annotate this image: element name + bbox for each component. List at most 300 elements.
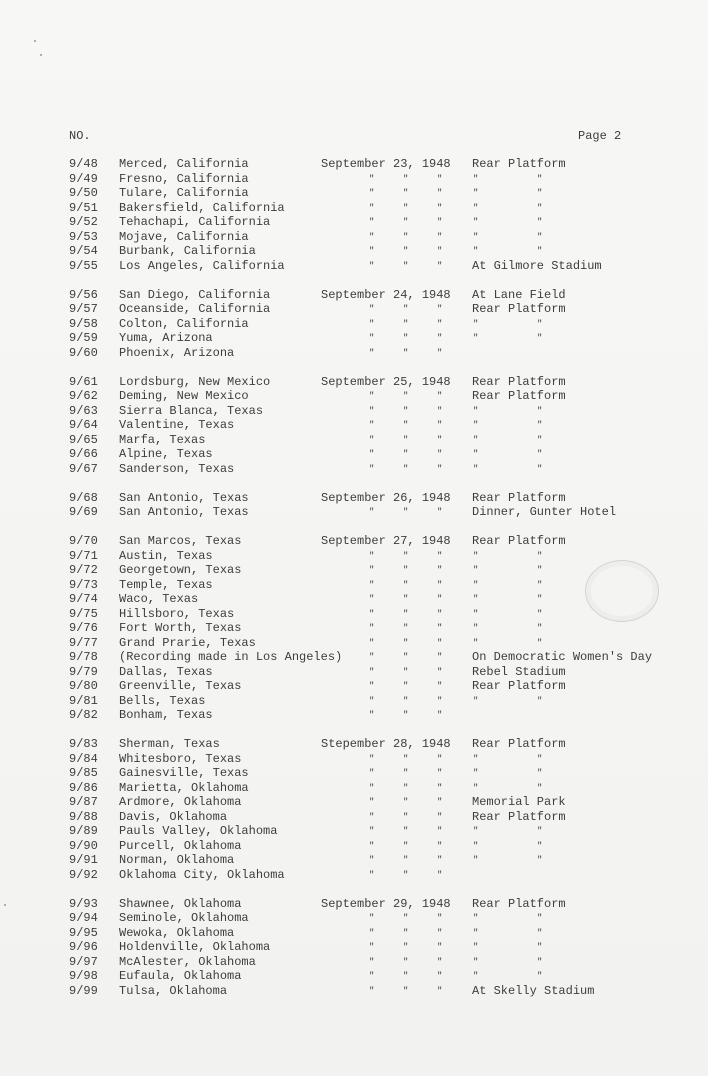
- page-number: Page 2: [578, 129, 622, 143]
- date-ditto-mark: ": [369, 782, 375, 793]
- stop-location: Eufaula, Oklahoma: [119, 969, 242, 983]
- note-ditto-mark: ": [537, 782, 543, 793]
- stop-number: 9/51: [69, 200, 98, 215]
- note-ditto-mark: ": [473, 594, 479, 604]
- paper-speck: [40, 54, 42, 56]
- date-ditto-mark: ": [437, 913, 443, 923]
- stop-number: 9/67: [69, 461, 98, 476]
- note-ditto-mark: ": [537, 753, 543, 764]
- itinerary-row: [0, 534, 708, 549]
- stop-location: Oklahoma City, Oklahoma: [119, 867, 285, 882]
- note-ditto-mark: ": [473, 826, 479, 836]
- date-ditto-mark: ": [369, 173, 375, 184]
- stop-location: Marietta, Oklahoma: [119, 780, 249, 795]
- date-ditto-mark: ": [403, 797, 409, 807]
- stop-event: Rear Platform: [472, 737, 566, 751]
- stop-location: Yuma, Arizona: [119, 331, 213, 345]
- date-ditto-mark: ": [403, 782, 409, 793]
- stop-location: Tehachapi, California: [119, 215, 271, 229]
- date-ditto-mark: ": [403, 652, 409, 662]
- stop-location: Sanderson, Texas: [119, 461, 235, 476]
- itinerary-row: [0, 331, 708, 346]
- stop-number: 9/99: [69, 983, 98, 998]
- note-ditto-mark: ": [473, 565, 479, 575]
- date-ditto-mark: ": [369, 811, 375, 822]
- date-ditto-mark: ": [403, 942, 409, 952]
- stop-number: 9/69: [69, 505, 98, 519]
- itinerary-row: [0, 259, 708, 274]
- note-ditto-mark: ": [473, 753, 479, 764]
- itinerary-row: [0, 853, 708, 868]
- itinerary-row: [0, 302, 708, 317]
- stop-number: 9/63: [69, 403, 98, 418]
- stop-location: Lordsburg, New Mexico: [119, 374, 271, 389]
- stop-number: 9/90: [69, 838, 98, 853]
- group-spacer: [0, 520, 708, 535]
- note-ditto-mark: ": [537, 768, 543, 778]
- date-ditto-mark: ": [403, 260, 409, 271]
- stop-event: Rear Platform: [472, 302, 566, 316]
- stop-event: Rear Platform: [472, 679, 566, 693]
- date-ditto-mark: ": [403, 507, 409, 517]
- itinerary-row: [0, 824, 708, 839]
- group-spacer: [0, 273, 708, 288]
- date-ditto-mark: ": [403, 695, 409, 706]
- itinerary-row: [0, 984, 708, 999]
- date-ditto-mark: ": [369, 971, 375, 981]
- note-ditto-mark: ": [537, 318, 543, 329]
- date-ditto-mark: ": [437, 391, 443, 401]
- stop-number: 9/92: [69, 867, 98, 882]
- stop-date: September 29, 1948: [321, 896, 451, 911]
- date-ditto-mark: ": [437, 318, 443, 329]
- note-ditto-mark: ": [537, 623, 543, 633]
- date-ditto-mark: ": [403, 753, 409, 764]
- stop-number: 9/58: [69, 316, 98, 331]
- stop-location: Shawnee, Oklahoma: [119, 896, 242, 911]
- itinerary-row: [0, 404, 708, 419]
- date-ditto-mark: ": [369, 869, 375, 880]
- date-ditto-mark: ": [369, 434, 375, 445]
- stop-event: At Skelly Stadium: [472, 983, 595, 998]
- paper-speck: [4, 904, 6, 906]
- note-ditto-mark: ": [537, 405, 543, 416]
- date-ditto-mark: ": [403, 811, 409, 822]
- date-ditto-mark: ": [403, 927, 409, 938]
- note-ditto-mark: ": [537, 231, 543, 242]
- stop-date: September 27, 1948: [321, 534, 451, 548]
- note-ditto-mark: ": [537, 565, 543, 575]
- note-ditto-mark: ": [473, 217, 479, 227]
- stop-location: Marfa, Texas: [119, 432, 206, 447]
- itinerary-row: [0, 969, 708, 984]
- stop-location: Gainesville, Texas: [119, 766, 249, 780]
- date-ditto-mark: ": [437, 753, 443, 764]
- stop-number: 9/84: [69, 751, 98, 766]
- stop-location: Bonham, Texas: [119, 708, 213, 722]
- date-ditto-mark: ": [369, 666, 375, 677]
- date-ditto-mark: ": [403, 971, 409, 981]
- date-ditto-mark: ": [437, 623, 443, 633]
- stop-number: 9/72: [69, 563, 98, 577]
- date-ditto-mark: ": [403, 434, 409, 445]
- itinerary-row: [0, 215, 708, 230]
- note-ditto-mark: ": [473, 173, 479, 184]
- itinerary-row: [0, 549, 708, 564]
- date-ditto-mark: ": [369, 681, 375, 691]
- stop-location: San Diego, California: [119, 287, 271, 302]
- date-ditto-mark: ": [403, 449, 409, 459]
- stop-number: 9/61: [69, 374, 98, 389]
- itinerary-row: [0, 752, 708, 767]
- note-ditto-mark: ": [473, 942, 479, 952]
- note-ditto-mark: ": [537, 855, 543, 865]
- date-ditto-mark: ": [437, 956, 443, 967]
- itinerary-row: [0, 694, 708, 709]
- note-ditto-mark: ": [473, 231, 479, 242]
- date-ditto-mark: ": [437, 652, 443, 662]
- note-ditto-mark: ": [473, 449, 479, 459]
- date-ditto-mark: ": [369, 913, 375, 923]
- number-column-header: NO.: [69, 129, 91, 143]
- date-ditto-mark: ": [403, 173, 409, 184]
- stop-event: Rear Platform: [472, 534, 566, 548]
- note-ditto-mark: ": [473, 579, 479, 590]
- itinerary-row: [0, 665, 708, 680]
- itinerary-row: [0, 679, 708, 694]
- stop-location: San Antonio, Texas: [119, 490, 249, 505]
- date-ditto-mark: ": [369, 652, 375, 662]
- note-ditto-mark: ": [473, 246, 479, 256]
- stop-location: Davis, Oklahoma: [119, 809, 228, 824]
- date-ditto-mark: ": [403, 855, 409, 865]
- stop-number: 9/71: [69, 548, 98, 563]
- date-ditto-mark: ": [437, 855, 443, 865]
- stop-number: 9/86: [69, 780, 98, 795]
- date-ditto-mark: ": [437, 869, 443, 880]
- stop-event: At Lane Field: [472, 287, 566, 302]
- date-ditto-mark: ": [437, 594, 443, 604]
- note-ditto-mark: ": [473, 855, 479, 865]
- note-ditto-mark: ": [537, 971, 543, 981]
- stop-location: Pauls Valley, Oklahoma: [119, 824, 278, 838]
- date-ditto-mark: ": [369, 797, 375, 807]
- date-ditto-mark: ": [369, 420, 375, 430]
- itinerary-row: [0, 491, 708, 506]
- date-ditto-mark: ": [369, 188, 375, 198]
- note-ditto-mark: ": [537, 217, 543, 227]
- stop-number: 9/85: [69, 766, 98, 780]
- itinerary-row: [0, 708, 708, 723]
- stop-number: 9/56: [69, 287, 98, 302]
- stop-location: Wewoka, Oklahoma: [119, 925, 235, 940]
- date-ditto-mark: ": [369, 304, 375, 314]
- stop-number: 9/74: [69, 592, 98, 606]
- stop-number: 9/54: [69, 244, 98, 258]
- stop-number: 9/83: [69, 737, 98, 751]
- date-ditto-mark: ": [437, 942, 443, 952]
- stop-number: 9/97: [69, 954, 98, 969]
- stop-location: Deming, New Mexico: [119, 389, 249, 403]
- stop-number: 9/91: [69, 853, 98, 867]
- date-ditto-mark: ": [403, 202, 409, 213]
- note-ditto-mark: ": [537, 594, 543, 604]
- date-ditto-mark: ": [437, 333, 443, 343]
- date-ditto-mark: ": [369, 507, 375, 517]
- stop-number: 9/87: [69, 795, 98, 809]
- stop-location: Burbank, California: [119, 244, 256, 258]
- note-ditto-mark: ": [473, 768, 479, 778]
- date-ditto-mark: ": [403, 710, 409, 720]
- stop-number: 9/64: [69, 418, 98, 432]
- itinerary-row: [0, 795, 708, 810]
- stop-event: Rear Platform: [472, 490, 566, 505]
- date-ditto-mark: ": [369, 695, 375, 706]
- stop-location: Colton, California: [119, 316, 249, 331]
- note-ditto-mark: ": [537, 927, 543, 938]
- itinerary-row: [0, 839, 708, 854]
- stop-location: Phoenix, Arizona: [119, 345, 235, 360]
- itinerary-row: [0, 389, 708, 404]
- date-ditto-mark: ": [403, 463, 409, 474]
- date-ditto-mark: ": [369, 318, 375, 329]
- date-ditto-mark: ": [369, 768, 375, 778]
- date-ditto-mark: ": [369, 231, 375, 242]
- itinerary-row: [0, 433, 708, 448]
- itinerary-row: [0, 317, 708, 332]
- stop-location: Los Angeles, California: [119, 258, 285, 273]
- date-ditto-mark: ": [403, 333, 409, 343]
- stop-event: Rear Platform: [472, 896, 566, 911]
- note-ditto-mark: ": [537, 826, 543, 836]
- stop-location: San Antonio, Texas: [119, 505, 249, 519]
- note-ditto-mark: ": [473, 550, 479, 561]
- stop-number: 9/98: [69, 969, 98, 983]
- note-ditto-mark: ": [537, 942, 543, 952]
- date-ditto-mark: ": [437, 507, 443, 517]
- stop-number: 9/82: [69, 708, 98, 722]
- stop-date: September 24, 1948: [321, 287, 451, 302]
- note-ditto-mark: ": [537, 420, 543, 430]
- note-ditto-mark: ": [473, 637, 479, 648]
- note-ditto-mark: ": [537, 463, 543, 474]
- group-spacer: [0, 360, 708, 375]
- date-ditto-mark: ": [437, 710, 443, 720]
- date-ditto-mark: ": [437, 565, 443, 575]
- date-ditto-mark: ": [437, 405, 443, 416]
- group-spacer: [0, 882, 708, 897]
- stop-number: 9/88: [69, 809, 98, 824]
- itinerary-row: [0, 447, 708, 462]
- date-ditto-mark: ": [369, 927, 375, 938]
- stop-location: Seminole, Oklahoma: [119, 911, 249, 925]
- date-ditto-mark: ": [437, 768, 443, 778]
- stop-number: 9/81: [69, 693, 98, 708]
- date-ditto-mark: ": [437, 550, 443, 561]
- stop-location: Holdenville, Oklahoma: [119, 940, 271, 954]
- date-ditto-mark: ": [437, 797, 443, 807]
- stop-location: Hillsboro, Texas: [119, 606, 235, 621]
- stop-location: Sierra Blanca, Texas: [119, 403, 264, 418]
- stop-event: Rebel Stadium: [472, 664, 566, 679]
- itinerary-row: [0, 897, 708, 912]
- date-ditto-mark: ": [437, 246, 443, 256]
- date-ditto-mark: ": [403, 391, 409, 401]
- itinerary-row: [0, 737, 708, 752]
- stop-location: Waco, Texas: [119, 592, 199, 606]
- stop-location: Grand Prarie, Texas: [119, 635, 256, 650]
- date-ditto-mark: ": [437, 826, 443, 836]
- stop-location: Georgetown, Texas: [119, 563, 242, 577]
- note-ditto-mark: ": [537, 956, 543, 967]
- date-ditto-mark: ": [437, 304, 443, 314]
- date-ditto-mark: ": [403, 594, 409, 604]
- itinerary-row: [0, 911, 708, 926]
- itinerary-row: [0, 781, 708, 796]
- stop-number: 9/59: [69, 331, 98, 345]
- date-ditto-mark: ": [437, 260, 443, 271]
- date-ditto-mark: ": [403, 347, 409, 358]
- stop-location: Merced, California: [119, 157, 249, 171]
- stop-event: Rear Platform: [472, 809, 566, 824]
- note-ditto-mark: ": [537, 202, 543, 213]
- stop-location: Dallas, Texas: [119, 664, 213, 679]
- itinerary-row: [0, 621, 708, 636]
- date-ditto-mark: ": [369, 550, 375, 561]
- date-ditto-mark: ": [437, 434, 443, 445]
- date-ditto-mark: ": [369, 840, 375, 851]
- date-ditto-mark: ": [369, 956, 375, 967]
- stop-location: Tulsa, Oklahoma: [119, 983, 228, 998]
- note-ditto-mark: ": [537, 173, 543, 184]
- date-ditto-mark: ": [369, 826, 375, 836]
- date-ditto-mark: ": [403, 826, 409, 836]
- stop-number: 9/49: [69, 171, 98, 186]
- date-ditto-mark: ": [437, 681, 443, 691]
- itinerary-row: [0, 505, 708, 520]
- note-ditto-mark: ": [473, 927, 479, 938]
- date-ditto-mark: ": [437, 347, 443, 358]
- itinerary-row: [0, 650, 708, 665]
- stop-location: McAlester, Oklahoma: [119, 954, 256, 969]
- date-ditto-mark: ": [403, 637, 409, 648]
- stop-number: 9/52: [69, 215, 98, 229]
- date-ditto-mark: ": [369, 449, 375, 459]
- note-ditto-mark: ": [537, 550, 543, 561]
- note-ditto-mark: ": [537, 913, 543, 923]
- stop-event: Rear Platform: [472, 374, 566, 389]
- date-ditto-mark: ": [369, 347, 375, 358]
- note-ditto-mark: ": [537, 637, 543, 648]
- date-ditto-mark: ": [403, 246, 409, 256]
- note-ditto-mark: ": [473, 318, 479, 329]
- stop-location: Tulare, California: [119, 186, 249, 200]
- stop-date: September 26, 1948: [321, 490, 451, 505]
- stop-number: 9/95: [69, 925, 98, 940]
- stop-number: 9/77: [69, 635, 98, 650]
- stop-location: Norman, Oklahoma: [119, 853, 235, 867]
- date-ditto-mark: ": [437, 666, 443, 677]
- date-ditto-mark: ": [437, 811, 443, 822]
- stop-event: Rear Platform: [472, 157, 566, 171]
- stop-event: Rear Platform: [472, 389, 566, 403]
- itinerary-row: [0, 868, 708, 883]
- stop-location: Whitesboro, Texas: [119, 751, 242, 766]
- note-ditto-mark: ": [473, 913, 479, 923]
- note-ditto-mark: ": [537, 188, 543, 198]
- stop-number: 9/94: [69, 911, 98, 925]
- itinerary-row: [0, 230, 708, 245]
- date-ditto-mark: ": [437, 173, 443, 184]
- note-ditto-mark: ": [537, 608, 543, 619]
- date-ditto-mark: ": [403, 304, 409, 314]
- stop-location: Greenville, Texas: [119, 679, 242, 693]
- itinerary-row: [0, 201, 708, 216]
- stop-location: Bells, Texas: [119, 693, 206, 708]
- date-ditto-mark: ": [403, 869, 409, 880]
- stop-location: Fresno, California: [119, 171, 249, 186]
- date-ditto-mark: ": [403, 188, 409, 198]
- note-ditto-mark: ": [537, 333, 543, 343]
- date-ditto-mark: ": [369, 753, 375, 764]
- note-ditto-mark: ": [537, 449, 543, 459]
- note-ditto-mark: ": [473, 840, 479, 851]
- note-ditto-mark: ": [537, 579, 543, 590]
- note-ditto-mark: ": [473, 188, 479, 198]
- paper-speck: [34, 40, 36, 42]
- date-ditto-mark: ": [369, 985, 375, 996]
- date-ditto-mark: ": [437, 608, 443, 619]
- date-ditto-mark: ": [403, 681, 409, 691]
- date-ditto-mark: ": [403, 565, 409, 575]
- date-ditto-mark: ": [369, 565, 375, 575]
- itinerary-row: [0, 375, 708, 390]
- date-ditto-mark: ": [437, 927, 443, 938]
- date-ditto-mark: ": [369, 855, 375, 865]
- itinerary-row: [0, 157, 708, 172]
- note-ditto-mark: ": [473, 463, 479, 474]
- itinerary-row: [0, 766, 708, 781]
- stop-number: 9/89: [69, 824, 98, 838]
- date-ditto-mark: ": [369, 637, 375, 648]
- stop-number: 9/80: [69, 679, 98, 693]
- stop-number: 9/93: [69, 896, 98, 911]
- itinerary-row: [0, 346, 708, 361]
- stop-location: Ardmore, Oklahoma: [119, 795, 242, 809]
- itinerary-row: [0, 244, 708, 259]
- stop-number: 9/78: [69, 650, 98, 664]
- stop-event: On Democratic Women's Day: [472, 650, 653, 664]
- stop-number: 9/70: [69, 534, 98, 548]
- date-ditto-mark: ": [403, 318, 409, 329]
- date-ditto-mark: ": [437, 840, 443, 851]
- itinerary-row: [0, 926, 708, 941]
- stop-location: Mojave, California: [119, 229, 249, 244]
- note-ditto-mark: ": [473, 971, 479, 981]
- date-ditto-mark: ": [403, 579, 409, 590]
- stop-date: September 25, 1948: [321, 374, 451, 389]
- date-ditto-mark: ": [437, 231, 443, 242]
- stop-number: 9/66: [69, 447, 98, 461]
- note-ditto-mark: ": [537, 434, 543, 445]
- itinerary-row: [0, 172, 708, 187]
- stop-date: September 23, 1948: [321, 157, 451, 171]
- date-ditto-mark: ": [437, 579, 443, 590]
- stop-location: Temple, Texas: [119, 577, 213, 592]
- date-ditto-mark: ": [369, 405, 375, 416]
- date-ditto-mark: ": [369, 246, 375, 256]
- itinerary-row: [0, 288, 708, 303]
